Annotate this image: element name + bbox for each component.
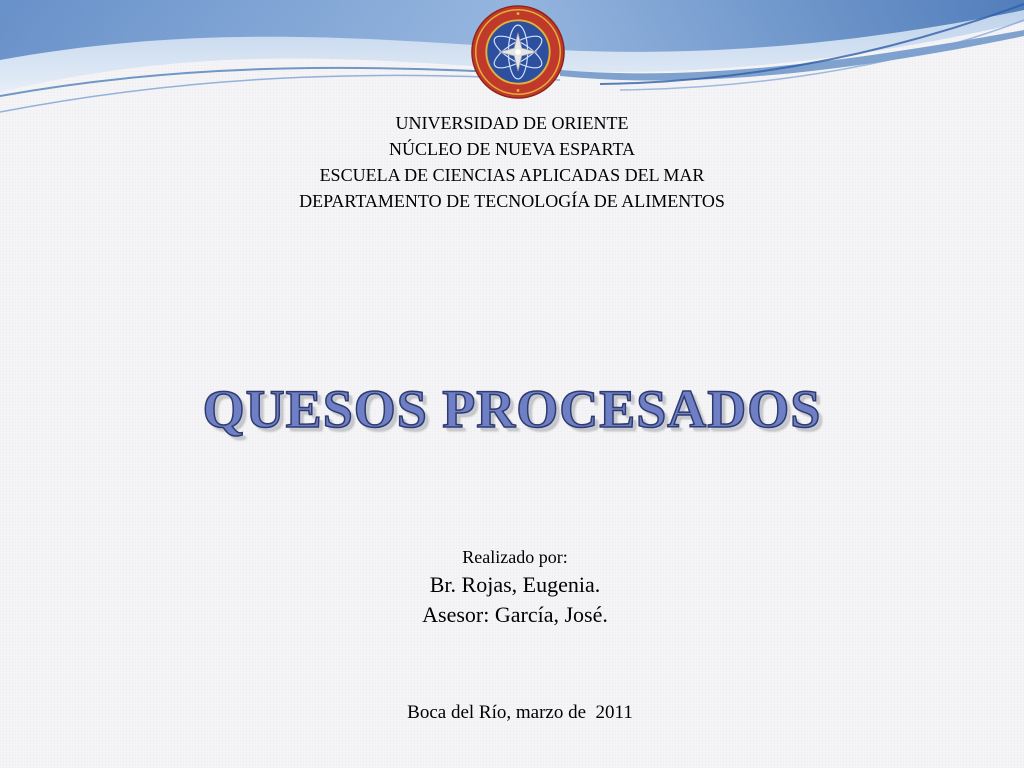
university-seal-icon [470,4,566,100]
slide-title: QUESOS PROCESADOS [202,379,822,439]
place-date: Boca del Río, marzo de 2011 [407,702,633,723]
university-name: UNIVERSIDAD DE ORIENTE [395,113,629,133]
institution-header [0,110,1024,214]
department-name: DEPARTAMENTO DE TECNOLOGÍA DE ALIMENTOS [299,191,725,211]
school-name: ESCUELA DE CIENCIAS APLICADAS DEL MAR [319,165,705,185]
advisor-name: Asesor: García, José. [422,602,608,627]
campus-name: NÚCLEO DE NUEVA ESPARTA [388,139,635,159]
credits-block [0,544,1024,630]
realizado-label: Realizado por: [462,547,568,567]
author-name: Br. Rojas, Eugenia. [429,572,601,597]
